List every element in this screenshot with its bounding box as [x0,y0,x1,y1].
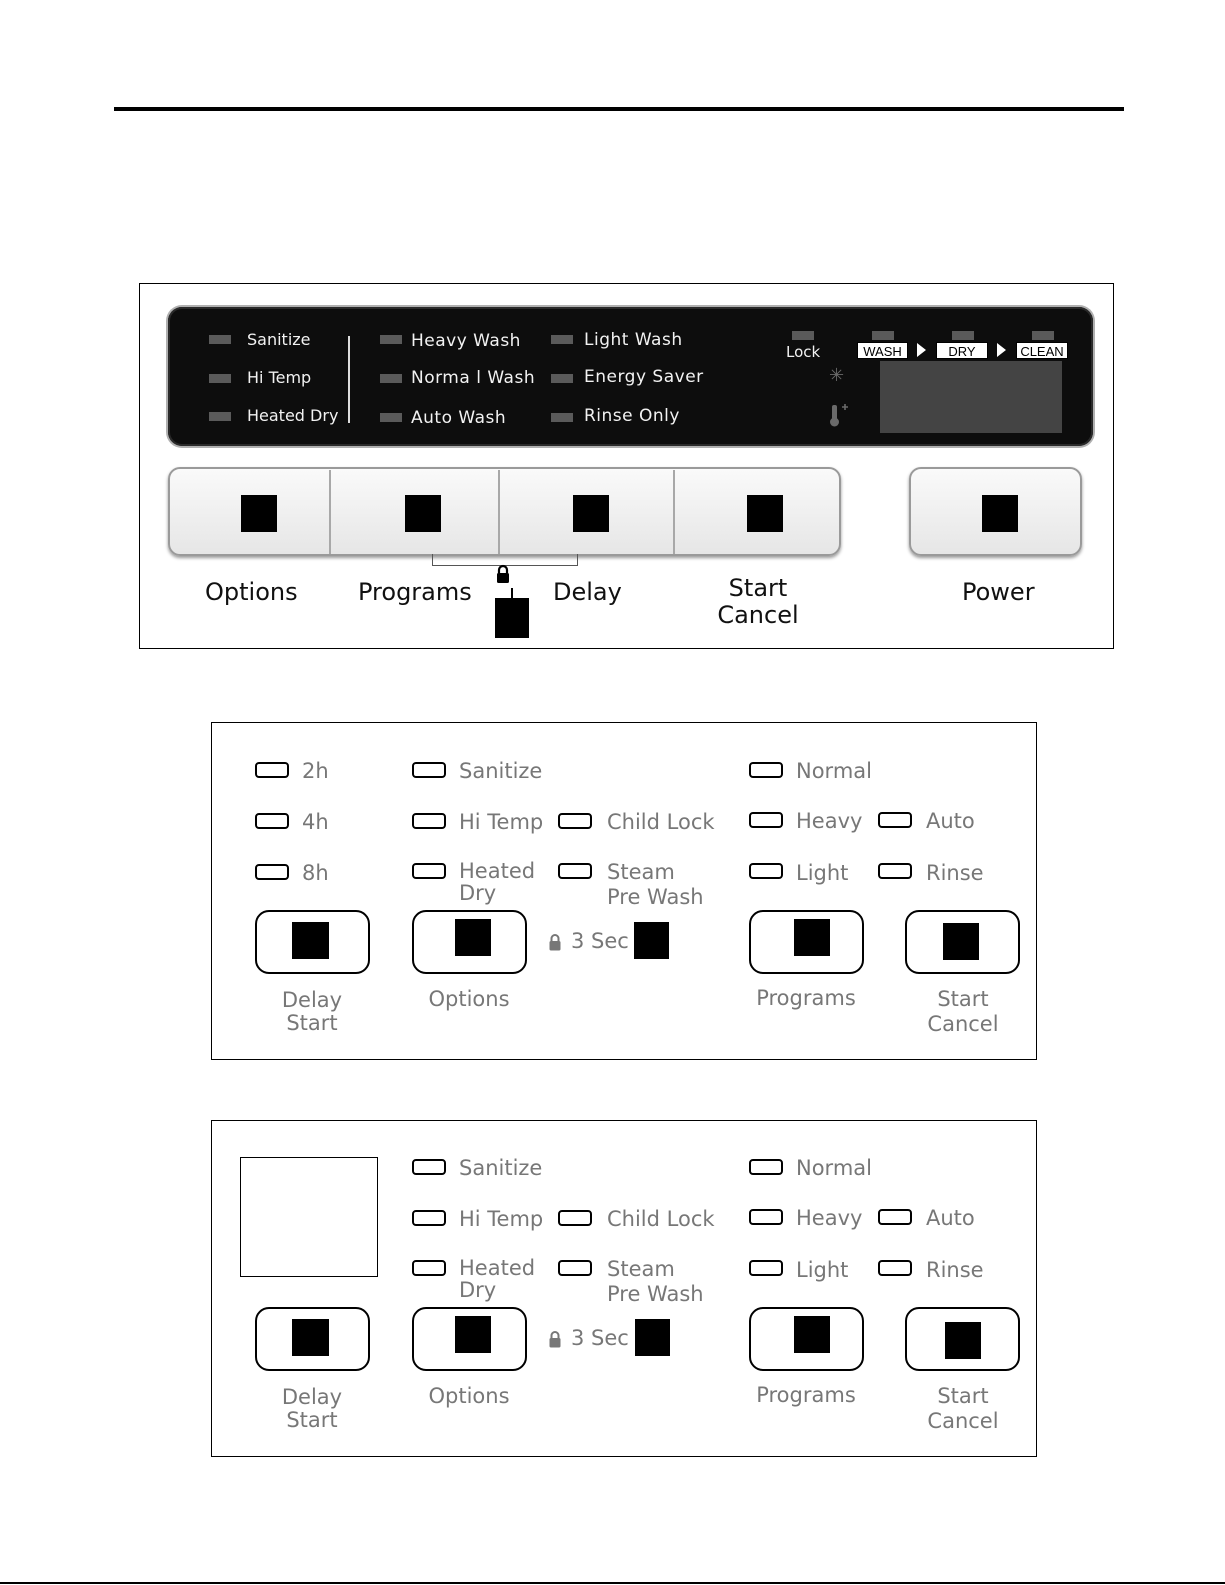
options-label: Options [428,1384,510,1408]
label-heavy-wash: Heavy Wash [411,331,521,351]
label-steam: Steam [607,860,675,884]
marker-square [241,495,277,532]
bottom-rule [0,1582,1225,1584]
cancel-label: Cancel [927,1409,999,1433]
lock-bracket-stem [511,588,513,598]
led-child-lock [558,813,592,829]
stage-clean: CLEAN [1016,342,1068,359]
led-rinse-only [551,413,573,422]
label-pre-wash: Pre Wash [607,885,704,909]
label-hi-temp: Hi Temp [459,1207,544,1231]
label-sanitize: Sanitize [459,1156,543,1180]
led-sanitize [412,762,446,778]
label-light: Light [796,1258,849,1282]
label-auto: Auto [926,809,975,833]
time-display [240,1157,378,1277]
stage-dry: DRY [936,342,988,359]
label-child-lock: Child Lock [607,810,715,834]
programs-label: Programs [756,986,856,1010]
led-light-wash [551,335,573,344]
marker-square [634,922,669,959]
label-sanitize: Sanitize [459,759,543,783]
label-child-lock: Child Lock [607,1207,715,1231]
marker-square [747,495,783,532]
marker-square [982,495,1018,532]
label-auto: Auto [926,1206,975,1230]
led-sanitize [209,335,231,344]
label-dry: Dry [459,1278,497,1302]
led-dry [952,331,974,340]
lock-icon [495,564,511,584]
programs-label: Programs [358,578,472,606]
label-auto-wash: Auto Wash [411,408,507,428]
led-auto [878,1209,912,1225]
stage-wash: WASH [857,342,908,359]
led-light [749,863,783,879]
led-child-lock [558,1210,592,1226]
label-pre-wash: Pre Wash [607,1282,704,1306]
marker-square [405,495,441,532]
led-2h [255,762,289,778]
label-hi-temp: Hi Temp [247,368,312,387]
power-label: Power [962,578,1035,606]
lock-icon [548,933,562,951]
led-clean [1032,331,1054,340]
label-dry: Dry [459,881,497,905]
led-heavy [749,1209,783,1225]
marker-square [455,1316,491,1353]
chevron-right-icon [917,343,926,357]
led-sanitize [412,1159,446,1175]
label-sanitize: Sanitize [247,330,311,349]
options-label: Options [428,987,510,1011]
led-normal-wash [380,374,402,383]
label-rinse-only: Rinse Only [584,406,680,426]
sparkle-icon: ✳ [829,365,845,386]
lock-icon [548,1330,562,1348]
label-rinse: Rinse [926,1258,984,1282]
label-lock: Lock [786,343,821,361]
start-label: Start [937,987,989,1011]
led-heated-dry [209,412,231,421]
led-hi-temp [412,1210,446,1226]
label-heated: Heated [459,1256,536,1280]
marker-square [794,919,830,956]
label-normal: Normal [796,759,872,783]
label-normal: Normal [796,1156,872,1180]
label-4h: 4h [302,810,329,834]
options-label: Options [205,578,298,606]
cancel-label: Cancel [927,1012,999,1036]
delay-label: Delay [281,1385,343,1409]
cancel-label: Cancel [717,601,799,629]
led-hi-temp [209,374,231,383]
led-heavy [749,812,783,828]
led-8h [255,864,289,880]
label-heated-dry: Heated Dry [247,406,339,425]
delay-label: Delay [553,578,622,606]
led-auto-wash [380,413,402,422]
label-light: Light [796,861,849,885]
label-steam: Steam [607,1257,675,1281]
marker-square [292,922,329,959]
marker-square [794,1316,830,1353]
marker-square [495,598,529,638]
label-rinse: Rinse [926,861,984,885]
start-label: Start [937,1384,989,1408]
thermometer-plus-icon [828,403,850,429]
led-heated-dry [412,1260,446,1276]
marker-square [573,495,609,532]
marker-square [635,1319,670,1356]
label-8h: 8h [302,861,329,885]
led-light [749,1260,783,1276]
label-heavy: Heavy [796,809,863,833]
top-rule [114,107,1124,111]
label-heavy: Heavy [796,1206,863,1230]
hold-3-sec: 3 Sec [571,929,629,953]
label-energy-saver: Energy Saver [584,367,704,387]
led-hi-temp [412,813,446,829]
marker-square [455,919,491,956]
label-normal-wash: Norma l Wash [411,368,536,388]
label-light-wash: Light Wash [584,330,683,350]
led-rinse [878,863,912,879]
chevron-right-icon [997,343,1006,357]
label-hi-temp: Hi Temp [459,810,544,834]
led-normal [749,762,783,778]
led-heavy-wash [380,335,402,344]
led-auto [878,812,912,828]
led-steam-prewash [558,1260,592,1276]
programs-label: Programs [756,1383,856,1407]
label-heated: Heated [459,859,536,883]
display-divider [348,336,350,423]
marker-square [945,1322,981,1359]
led-wash [872,331,894,340]
start-label: Start [728,574,788,602]
start-label: Start [286,1408,338,1432]
led-4h [255,813,289,829]
label-2h: 2h [302,759,329,783]
marker-square [943,923,979,960]
digital-readout [880,361,1062,433]
start-label: Start [286,1011,338,1035]
led-energy-saver [551,374,573,383]
led-rinse [878,1260,912,1276]
delay-label: Delay [281,988,343,1012]
led-lock [792,331,814,340]
led-heated-dry [412,863,446,879]
led-normal [749,1159,783,1175]
hold-3-sec: 3 Sec [571,1326,629,1350]
led-steam-prewash [558,863,592,879]
marker-square [292,1319,329,1356]
